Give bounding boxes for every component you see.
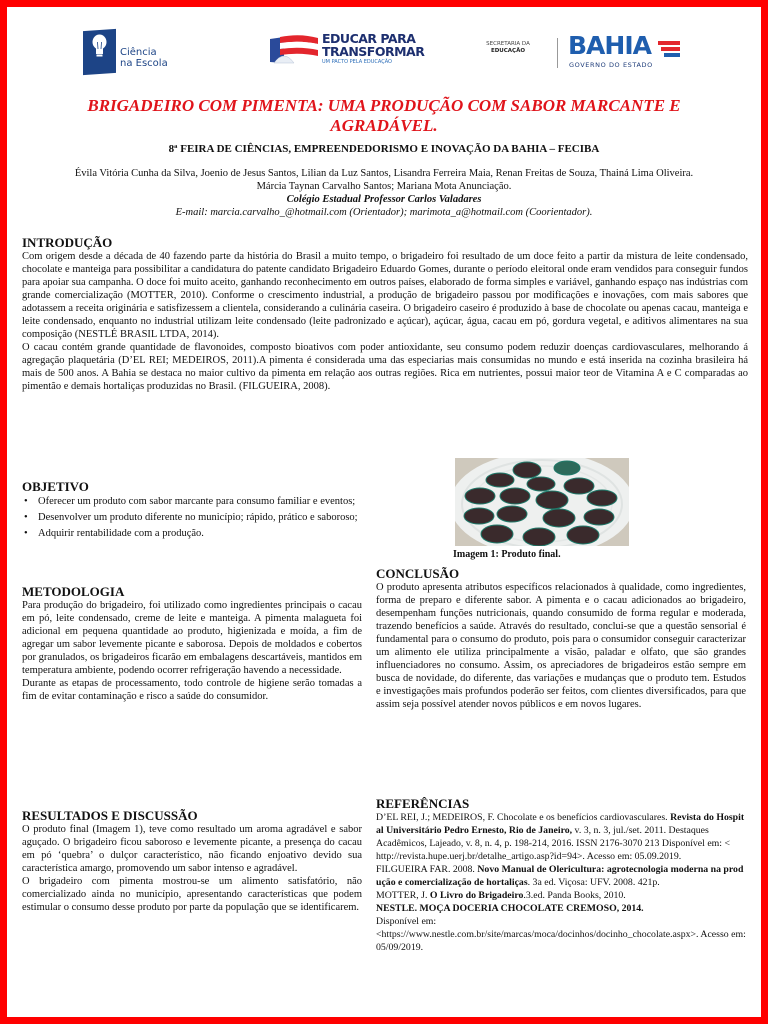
objetivo-item: [22, 511, 362, 524]
reference-text: . 3a ed. Viçosa: UFV. 2008. 421p.: [527, 877, 660, 888]
secretaria-line1: SECRETARIA DA: [486, 41, 530, 47]
reference-item: [376, 811, 746, 863]
lightbulb-icon: [90, 34, 109, 58]
reference-url: <https://www.nestle.com.br/site/marcas/moca/docinhos/docinho_chocolate.aspx>. Acesso em: 05/09/2019.: [376, 929, 746, 953]
bahia-logo-subtitle: GOVERNO DO ESTADO: [569, 61, 653, 69]
reference-item: [376, 889, 746, 902]
reference-source-title: Novo Manual de Olericultura: agrotecnologia moderna na produção e comercialização de hortaliças: [376, 864, 744, 888]
reference-item: [376, 915, 746, 928]
resultados-paragraph-1: O produto final (Imagem 1), teve como resultado um aroma agradável e sabor aguçado. O brigadeiro ficou saboroso e levemente picante, a presença do cacau em pó ‘quebra’ o dulçor característico, não ficando enjoativo devido sua característica amargo, promovendo um sabor intenso e agradável.: [22, 824, 362, 874]
bullet-icon: •: [24, 528, 28, 539]
section-resultados: [22, 809, 362, 914]
ciencia-na-escola-logo: [83, 30, 193, 76]
conclusao-heading: CONCLUSÃO: [376, 566, 460, 581]
objetivo-item-text: Desenvolver um produto diferente no município; rápido, prático e saboroso;: [38, 512, 358, 523]
objetivo-item-text: Oferecer um produto com sabor marcante para consumo familiar e eventos;: [38, 496, 356, 507]
educar-logo-line2: TRANSFORMAR: [322, 44, 425, 59]
bullet-icon: •: [24, 512, 28, 523]
poster-title: BRIGADEIRO COM PIMENTA: UMA PRODUÇÃO COM SABOR MARCANTE E AGRADÁVEL.: [87, 96, 681, 135]
resultados-paragraph-2: O brigadeiro com pimenta mostrou-se um alimento satisfatório, não comercializado ainda no município, apresentando características que podem estimular o consumo desse produto por parte da população que se identificarem.: [22, 876, 362, 913]
educar-logo-tagline: UM PACTO PELA EDUCAÇÃO: [322, 59, 392, 65]
objetivo-item-text: Adquirir rentabilidade com a produção.: [38, 528, 204, 539]
metodologia-paragraph-2: Durante as etapas de processamento, todo controle de higiene serão tomadas a fim de evitar contaminação e risco a saúde do consumidor.: [22, 678, 362, 702]
reference-text: FILGUEIRA FAR. 2008.: [376, 864, 478, 875]
bahia-flag-stripes-icon: [652, 39, 682, 59]
metodologia-heading: METODOLOGIA: [22, 584, 125, 599]
introducao-paragraph-1: Com origem desde a década de 40 fazendo parte da história do Brasil a muito tempo, o brigadeiro foi resultado de um doce feito a partir da mistura de leite condensado, chocolate e manteiga para possibilitar a candidatura do patente candidato Brigadeiro Eduardo Gomes, durante o período eleitoral onde eram vendidos para conseguir fundos para apoiar sua campanha. O doce foi muito aceito, ganhando reconhecimento em outros países, elaborado de forma simples e variável, ganhando espaço nas indústrias com grande comercialização (MOTTER, 2010). Conforme o crescimento industrial, a produção de brigadeiro passou por modificações e inovações, com mais sabores que adotassem a receita originária e satisfizessem a clientela, considerando a culinária caseira. O brigadeiro caseiro é produzido à base de chocolate ou apenas cacau, manteiga e leite condensado, enquanto no industrial utilizam leite condensado (leite padronizado e açúcar), açúcar, água, cacau em pó, gordura vegetal, e aditivos alimentares na sua composição (NESTLÉ BRASIL LTDA, 2014).: [22, 251, 748, 340]
event-name: 8ª FEIRA DE CIÊNCIAS, EMPREENDEDORISMO E INOVAÇÃO DA BAHIA – FECIBA: [168, 143, 600, 155]
product-photo: [455, 458, 629, 546]
brigadeiros-plate-image: [455, 458, 629, 546]
section-objetivo: [22, 480, 362, 543]
educar-para-transformar-logo: [270, 31, 425, 72]
introducao-paragraph-2: O cacau contém grande quantidade de flavonoides, composto bioativos com poder antioxidante, seu consumo podem reduzir doenças cardiovasculares, melhorando á agregação plaquetária (D’EL REI; MEDEIROS, 2011).A pimenta é considerada uma das especiarias mais consumidas no mundo e está inserida na cozinha brasileira há mais de 500 anos. A Bahia se destaca no maior cultivo da pimenta em relação aos outras regiões. Rica em nutrientes, possui maior teor de Vitamina A e C comparadas ao pimentão e demais hortaliças produzidas no Brasil. (FILGUEIRA, 2008).: [22, 342, 748, 392]
bahia-logo-word: BAHIA: [568, 31, 651, 60]
objetivo-heading: OBJETIVO: [22, 479, 89, 494]
figure-caption: Imagem 1: Produto final.: [453, 549, 561, 560]
ciencia-logo-line2: na Escola: [120, 58, 168, 69]
reference-text: v. 3, n. 3, jul./set. 2011. Destaques Acadêmicos, Lajeado, v. 8, n. 4, p. 198-214, 2016. ISSN 2176-3070 213 Disponível em: < http://revista.hupe.uerj.br/detalhe_artigo.asp?id=94>. Acesso em: 05.09.2019.: [376, 825, 730, 862]
metodologia-paragraph-1: Para produção do brigadeiro, foi utilizado como ingredientes principais o cacau em pó, leite condensado, creme de leite e manteiga. A pimenta malagueta foi adicional em pequena quantidade ao produto, higienizada e moída, a fim de agregar um sabor levemente picante e saborosa. Depois de moldados e cobertos por granulados, os brigadeiros ficarão em embalagens descartáveis, mantidos em temperatura ambiente, podendo ocorrer refrigeração havendo a necessidade.: [22, 600, 362, 676]
logo-divider: [557, 38, 558, 68]
reference-text: D’EL REI, J.; MEDEIROS, F. Chocolate e os benefícios cardiovasculares.: [376, 812, 671, 823]
section-conclusao: [376, 567, 746, 711]
reference-text: .3.ed. Panda Books, 2010.: [523, 890, 626, 901]
ciencia-logo-line1: Ciência: [120, 47, 157, 58]
secretaria-line2: EDUCAÇÃO: [490, 48, 526, 54]
reference-text: Disponível em:: [376, 916, 437, 927]
referencias-heading: REFERÊNCIAS: [376, 796, 470, 811]
contact-emails: E-mail: marcia.carvalho_@hotmail.com (Orientador); marimota_a@hotmail.com (Coorientador).: [175, 207, 593, 218]
educar-logo-line1: EDUCAR PARA: [322, 31, 416, 46]
objetivo-item: [22, 495, 362, 508]
logo-bar: [0, 30, 768, 78]
section-referencias: [376, 797, 746, 954]
bahia-governo-logo: [568, 31, 683, 72]
section-metodologia: [22, 585, 362, 703]
conclusao-paragraph: O produto apresenta atributos específicos relacionados à qualidade, como ingredientes, forma de preparo e diferente sabor. A pimenta e o cacau adicionados ao brigadeiro, desempenham funções nutricionais, quando consumido de forma regular e moderada, trazendo benefícios a saúde. Através do resultado, conclui-se que a questão sensorial é fundamental para o consumo do produto, pois para o consumidor conseguir caracterizar um alimento ele utiliza principalmente a visão, paladar e olfato, que são grandes influenciadores no consumo. Assim, os apreciadores de brigadeiros estão sempre em busca de novidade, do diferente, das variações e mudanças que o produto tem. Estudos e investigações mais profundos poderão ser feitos, com clientes diversificados, para que assim seja possível atender novos públicos e em novos lugares.: [376, 582, 746, 710]
objetivo-list: [22, 495, 362, 540]
objetivo-item: [22, 527, 362, 540]
secretaria-educacao-logo: [478, 41, 538, 55]
reference-item: [376, 863, 746, 889]
section-introducao: [22, 236, 748, 393]
reference-item: [376, 902, 746, 915]
resultados-heading: RESULTADOS E DISCUSSÃO: [22, 808, 198, 823]
reference-source-title: O Livro do Brigadeiro: [429, 890, 524, 901]
authors-line-1: Évila Vitória Cunha da Silva, Joenio de Jesus Santos, Lilian da Luz Santos, Lisandra Ferreira Maia, Renan Freitas de Souza, Thainá Lima Oliveira.: [74, 168, 694, 179]
bahia-flag-wave-icon: [270, 35, 318, 65]
reference-source-title: NESTLE. MOÇA DOCERIA CHOCOLATE CREMOSO, 2014.: [376, 903, 644, 914]
reference-source-title: Revista do Hospital Universitário Pedro Ernesto, Rio de Janeiro,: [376, 812, 745, 836]
authors-line-2: Márcia Taynan Carvalho Santos; Mariana Mota Anunciação.: [256, 181, 512, 192]
authors-block: [30, 167, 738, 219]
introducao-heading: INTRODUÇÃO: [22, 235, 113, 250]
reference-text: MOTTER, J.: [376, 890, 430, 901]
bullet-icon: •: [24, 496, 28, 507]
ciencia-logo-text: [120, 47, 168, 69]
school-name: Colégio Estadual Professor Carlos Valadares: [286, 194, 482, 205]
